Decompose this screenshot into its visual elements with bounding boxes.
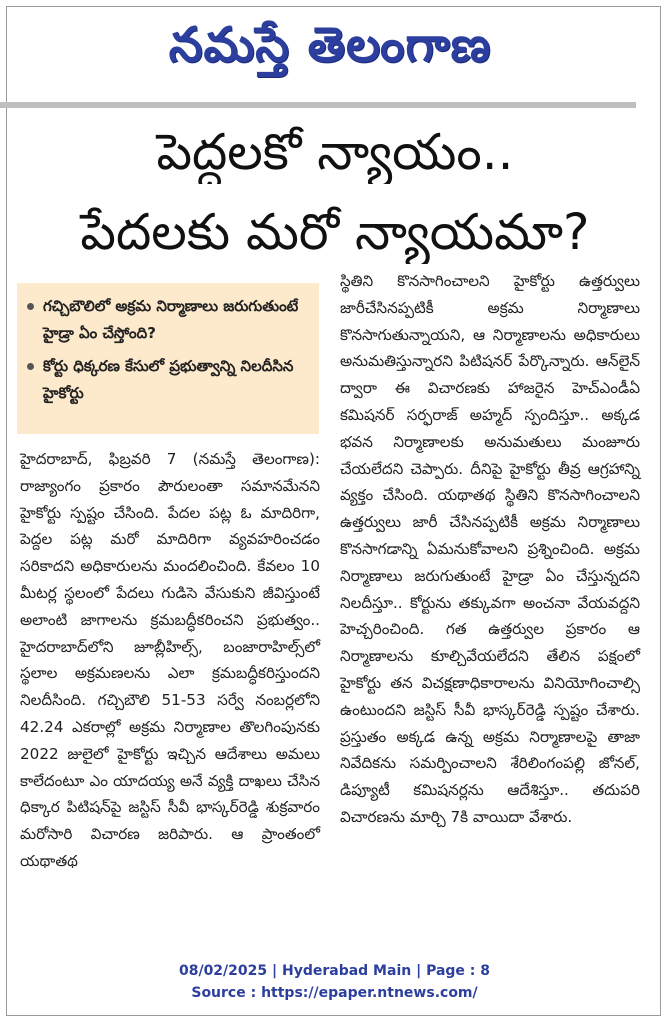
footer-edition-info: 08/02/2025 | Hyderabad Main | Page : 8 (178, 963, 491, 979)
article-column-left (20, 446, 320, 875)
bullet-icon (27, 363, 34, 370)
highlight-item (27, 353, 313, 407)
highlight-box (17, 283, 319, 434)
highlight-text: కోర్టు ధిక్కరణ కేసులో ప్రభుత్వాన్ని నిలదీసిన హైకోర్టు (43, 357, 294, 402)
highlight-item (27, 293, 313, 347)
masthead-logo: నమస్తే తెలంగాణ (168, 17, 492, 73)
footer-source-link[interactable]: Source : https://epaper.ntnews.com/ (191, 985, 478, 1001)
masthead-rule (0, 102, 636, 108)
article-text-left: హైదరాబాద్, ఫిబ్రవరి 7 (నమస్తే తెలంగాణ): రాజ్యాంగం ప్రకారం పౌరులంతా సమానమేనని హైకోర్టు స్పష్టం చేసింది. పేదల పట్ల ఓ మాదిరిగా, పెద్దల పట్ల మరో మాదిరిగా వ్యవహరించడం సరికాదని అధికారులను మందలించింది. కేవలం 10 మీటర్ల స్థలంలో పేదలు గుడిసె వేసుకుని జీవిస్తుంటే అలాంటి జాగాలను క్రమబద్ధీకరించని ప్రభుత్వం.. హైదరాబాద్‌లోని జూబ్లీహిల్స్, బంజారాహిల్స్‌లో స్థలాల అక్రమణలను ఎలా క్రమబద్ధీకరిస్తుందని నిలదీసింది. గచ్చిబౌలి 51-53 సర్వే నంబర్లలోని 42.24 ఎకరాల్లో అక్రమ నిర్మాణాల తొలగింపునకు 2022 జులైలో హైకోర్టు ఇచ్చిన ఆదేశాలు అమలు కాలేదంటూ ఎం యాదయ్య అనే వ్యక్తి దాఖలు చేసిన ధిక్కార పిటిషన్‌పై జస్టిస్ సీవీ భాస్కర్‌రెడ్డి శుక్రవారం మరోసారి విచారణ జరిపారు. ఆ ప్రాంతంలో యథాతథ (20, 450, 320, 870)
article-text-right: స్థితిని కొనసాగించాలని హైకోర్టు ఉత్తర్వులు జారీచేసినప్పటికీ అక్రమ నిర్మాణాలు కొనసాగుతున్నాయని, ఆ నిర్మాణాలను అధికారులు అనుమతిస్తున్నారని పిటిషనర్ పేర్కొన్నారు. ఆన్‌లైన్ ద్వారా ఈ విచారణకు హాజరైన హెచ్ఎండీఏ కమిషనర్ సర్ఫరాజ్ అహ్మద్ స్పందిస్తూ.. అక్కడ భవన నిర్మాణాలకు అనుమతులు మంజూరు చేయలేదని చెప్పారు. దీనిపై హైకోర్టు తీవ్ర ఆగ్రహాన్ని వ్యక్తం చేసింది. యథాతథ స్థితిని కొనసాగించాలని ఉత్తర్వులు జారీ చేసినప్పటికీ అక్రమ నిర్మాణాలు కొనసాగడాన్ని ఏమనుకోవాలని ప్రశ్నించింది. అక్రమ నిర్మాణాలు జరుగుతుంటే హైడ్రా ఏం చేస్తున్నదని నిలదీస్తూ.. కోర్టును తక్కువగా అంచనా వేయవద్దని హెచ్చరించింది. గత ఉత్తర్వుల ప్రకారం ఆ నిర్మాణాలను కూల్చివేయలేదని తేలిన పక్షంలో హైకోర్టు తన విచక్షణాధికారాలను వినియోగించాల్సి ఉంటుందని జస్టిస్ సీవీ భాస్కర్‌రెడ్డి స్పష్టం చేశారు. ప్రస్తుతం అక్కడ ఉన్న అక్రమ నిర్మాణాలపై తాజా నివేదికను సమర్పించాలని శేరిలింగంపల్లి జోనల్, డిప్యూటీ కమిషనర్లను ఆదేశిస్తూ.. తదుపరి విచారణను మార్చి 7కి వాయిదా వేశారు. (340, 272, 640, 826)
article-column-right (340, 268, 640, 831)
bullet-icon (27, 303, 34, 310)
headline-line-1: పెద్దలకో న్యాయం.. (156, 123, 514, 181)
headline-line-2: పేదలకు మరో న్యాయమా? (80, 203, 590, 261)
highlight-text: గచ్చిబౌలిలో అక్రమ నిర్మాణాలు జరుగుతుంటే హైడ్రా ఏం చేస్తోంది? (43, 297, 299, 342)
